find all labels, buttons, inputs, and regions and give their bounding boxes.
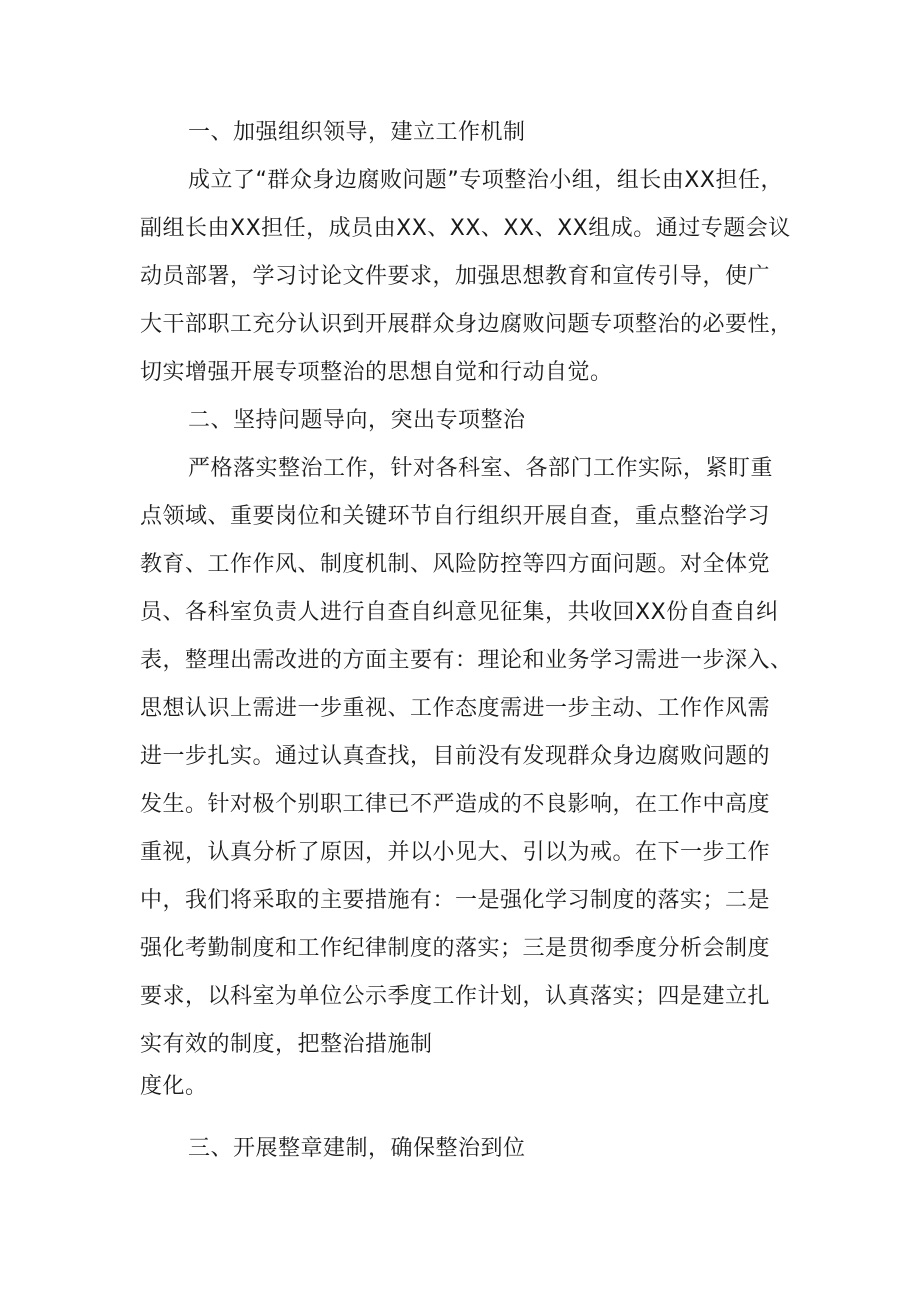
paragraph-line: 实有效的制度，把整治措施制 bbox=[140, 1032, 433, 1057]
section-1-heading: 一、加强组织领导，建立工作机制 bbox=[188, 120, 526, 145]
paragraph-line: 重视，认真分析了原因，并以小见大、引以为戒。在下一步工作 bbox=[140, 840, 771, 865]
paragraph-line: 严格落实整治工作，针对各科室、各部门工作实际，紧盯重 bbox=[188, 456, 774, 481]
paragraph-line: 动员部署，学习讨论文件要求，加强思想教育和宣传引导，使广 bbox=[140, 264, 771, 289]
paragraph-line: 点领域、重要岗位和关键环节自行组织开展自查，重点整治学习 bbox=[140, 504, 771, 529]
paragraph-line: 教育、工作作风、制度机制、风险防控等四方面问题。对全体党 bbox=[140, 552, 771, 577]
paragraph-line: 中，我们将采取的主要措施有：一是强化学习制度的落实；二是 bbox=[140, 888, 771, 913]
paragraph-line: 进一步扎实。通过认真查找，目前没有发现群众身边腐败问题的 bbox=[140, 744, 771, 769]
section-3-heading: 三、开展整章建制，确保整治到位 bbox=[188, 1136, 526, 1161]
paragraph-line: 大干部职工充分认识到开展群众身边腐败问题专项整治的必要性， bbox=[140, 312, 793, 337]
paragraph-line: 强化考勤制度和工作纪律制度的落实；三是贯彻季度分析会制度 bbox=[140, 936, 771, 961]
paragraph-line: 思想认识上需进一步重视、工作态度需进一步主动、工作作风需 bbox=[140, 696, 771, 721]
paragraph-line: 副组长由XX担任，成员由XX、XX、XX、XX组成。通过专题会议 bbox=[140, 216, 791, 241]
paragraph-line: 度化。 bbox=[140, 1074, 208, 1099]
paragraph-line: 切实增强开展专项整治的思想自觉和行动自觉。 bbox=[140, 360, 613, 385]
paragraph-line: 成立了“群众身边腐败问题”专项整治小组，组长由XX担任， bbox=[188, 168, 783, 193]
paragraph-line: 表，整理出需改进的方面主要有：理论和业务学习需进一步深入、 bbox=[140, 648, 793, 673]
paragraph-line: 员、各科室负责人进行自查自纠意见征集，共收回XX份自查自纠 bbox=[140, 600, 779, 625]
section-2-heading: 二、坚持问题导向，突出专项整治 bbox=[188, 408, 526, 433]
paragraph-line: 发生。针对极个别职工律已不严造成的不良影响，在工作中高度 bbox=[140, 792, 771, 817]
paragraph-line: 要求，以科室为单位公示季度工作计划，认真落实；四是建立扎 bbox=[140, 984, 771, 1009]
